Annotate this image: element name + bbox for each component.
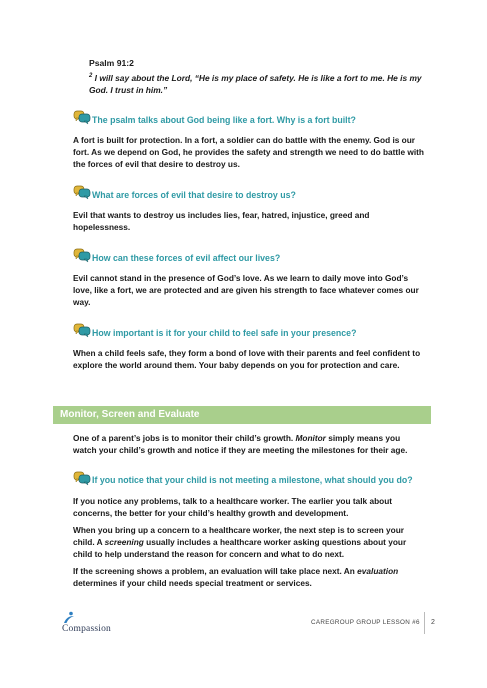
discussion-question [73,110,425,125]
answer-text: If you notice any problems, talk to a healthcare worker. The earlier you talk about concerns, the better for your child’s healthy growth and development. [73,496,393,519]
term-evaluation: evaluation [357,566,399,577]
compassion-logo [56,611,126,639]
verse-line-1: I will say about the Lord, “He is my place of safety. He is like a fort to me. He is my [92,72,422,83]
verse-text [89,72,425,96]
speech-bubbles-icon [73,471,91,486]
speech-bubbles-icon [73,185,91,200]
page-content [73,58,425,386]
discussion-question [73,185,425,200]
verse-number: 2 [89,73,93,79]
section-heading: Monitor, Screen and Evaluate [53,406,431,424]
screening-paragraph [73,524,425,560]
footer-divider [424,612,425,634]
term-screening: screening [104,537,144,548]
speech-bubbles-icon [73,248,91,263]
speech-bubbles-icon [73,323,91,338]
speech-bubbles-icon [73,110,91,125]
lesson-label: CAREGROUP GROUP LESSON #6 [311,619,420,626]
evaluation-text-end: determines if your child needs special treatment or services. [73,578,312,589]
question-text: The psalm talks about God being like a fort. Why is a fort built? [92,114,356,125]
answer-text: A fort is built for protection. In a fort, a soldier can do battle with the enemy. God is our fort. As we depend on God, he provides the safety and strength we need to do battle with the forces of evil that desire to destroy us. [73,135,424,170]
page-number: 2 [431,619,435,626]
answer-text: Evil that wants to destroy us includes lies, fear, hatred, injustice, greed and hopelessness. [73,210,370,233]
screening-text-end: usually includes a healthcare worker asking questions about your child to help understand the reason for concern and what to do next. [73,537,407,560]
verse-line-2: God. I trust in him.” [89,84,168,95]
answer-text: When a child feels safe, they form a bond of love with their parents and feel confident to explore the world around them. Your baby depends on you for protection and care. [73,348,421,371]
discussion-question [73,248,425,263]
section-intro [73,432,425,456]
question-text: How important is it for your child to feel safe in your presence? [92,327,357,338]
intro-text: One of a parent’s jobs is to monitor their child’s growth. [73,433,296,443]
evaluation-paragraph [73,565,425,589]
question-text: If you notice that your child is not meeting a milestone, what should you do? [92,475,413,486]
screening-text: When you bring up a concern to a healthcare worker, the next step is to screen your child. A [73,525,405,548]
section-content [73,432,425,594]
discussion-question [73,323,425,338]
compassion-swoosh-icon [62,611,76,625]
evaluation-text: If the screening shows a problem, an evaluation will take place next. An [73,566,358,577]
answer-text: Evil cannot stand in the presence of God’s love. As we learn to daily move into God’s love, like a fort, we are protected and are given his strength to face whatever comes our way. [73,273,419,308]
verse-reference: Psalm 91:2 [89,58,134,68]
intro-text-end: simply means you watch your child’s growth and notice if they are meeting the milestones for their age. [73,433,408,456]
question-text: What are forces of evil that desire to destroy us? [92,189,296,200]
term-monitor: Monitor [295,433,326,443]
logo-text: Compassion [62,624,111,634]
discussion-question [73,471,425,486]
question-text: How can these forces of evil affect our lives? [92,252,281,263]
